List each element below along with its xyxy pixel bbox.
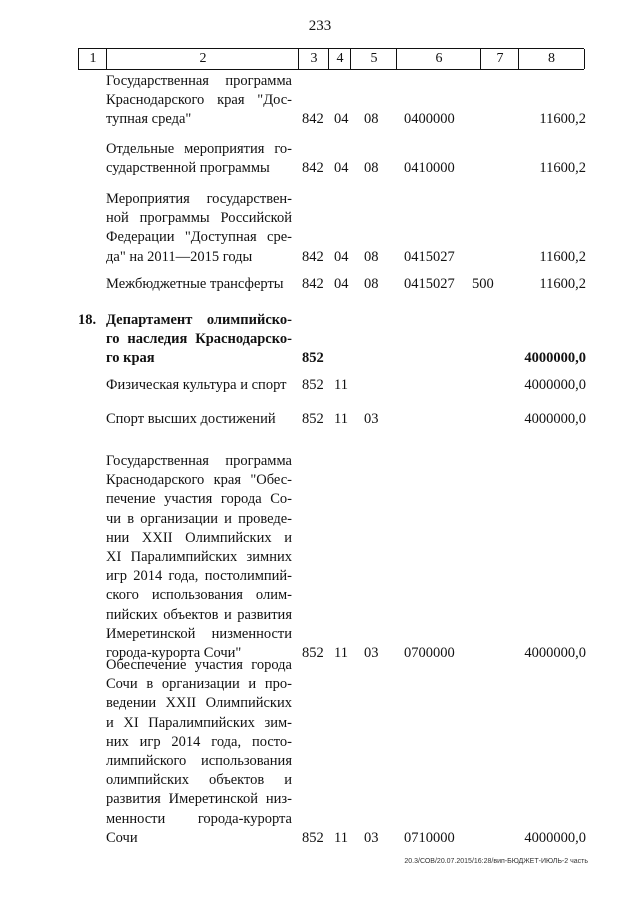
section-code: 04 xyxy=(334,160,349,177)
description-line: Государственная программа xyxy=(106,73,292,89)
amount: 4000000,0 xyxy=(524,350,586,367)
expense-type-code: 500 xyxy=(472,276,494,292)
header-col-1: 1 xyxy=(78,49,107,69)
description-line: Государственная программа xyxy=(106,453,292,469)
subsection-code: 03 xyxy=(364,829,379,846)
section-code: 11 xyxy=(334,645,348,661)
row-description xyxy=(106,72,292,130)
subsection-code: 08 xyxy=(364,160,379,177)
description-line: Физическая культура и спорт xyxy=(106,377,287,393)
description-line: ского использования олим- xyxy=(106,587,292,604)
description-line: го наследия Краснодарско- xyxy=(106,331,292,348)
description-line: менности города-курорта xyxy=(106,810,292,827)
footer-stamp: 20.3/СОВ/20.07.2015/16:28/вип-БЮДЖЕТ-ИЮЛЬ-2 часть xyxy=(404,858,588,865)
description-line: XI Паралимпийских зимних xyxy=(106,549,292,566)
ministry-code: 852 xyxy=(302,411,324,427)
description-line: игр 2014 года, постолимпий- xyxy=(106,568,292,585)
subsection-code: 08 xyxy=(364,111,379,128)
description-line: Краснодарского края "Дос- xyxy=(106,92,292,109)
section-code: 11 xyxy=(334,829,348,846)
subsection-code: 03 xyxy=(364,411,379,427)
section-code: 11 xyxy=(334,377,348,393)
amount: 4000000,0 xyxy=(524,411,586,427)
target-article-code: 0700000 xyxy=(404,645,455,661)
description-line: тупная среда" xyxy=(106,111,192,128)
amount: 4000000,0 xyxy=(524,645,586,661)
page-number: 233 xyxy=(308,18,332,34)
description-line: печение участия города Со- xyxy=(106,491,292,508)
target-article-code: 0415027 xyxy=(404,276,455,292)
header-col-2: 2 xyxy=(106,49,299,69)
ministry-code: 852 xyxy=(302,829,324,846)
row-description xyxy=(106,140,292,178)
row-description xyxy=(106,275,292,294)
row-description xyxy=(106,376,292,395)
section-code: 04 xyxy=(334,276,349,292)
description-line: сударственной программы xyxy=(106,160,270,177)
header-col-7: 7 xyxy=(480,49,519,69)
target-article-code: 0415027 xyxy=(404,248,455,265)
description-line: Сочи в организации и про- xyxy=(106,676,292,693)
description-line: лимпийского использования xyxy=(106,753,292,770)
amount: 11600,2 xyxy=(539,160,586,177)
description-line: ведении XXII Олимпийских xyxy=(106,695,292,712)
ministry-code: 842 xyxy=(302,276,324,292)
ministry-code: 842 xyxy=(302,248,324,265)
description-line: Отдельные мероприятия го- xyxy=(106,141,292,157)
amount: 4000000,0 xyxy=(524,377,586,393)
description-line: них игр 2014 года, посто- xyxy=(106,733,292,750)
description-line: пийских объектов и развития xyxy=(106,606,292,623)
description-line: и XI Паралимпийских зим- xyxy=(106,714,292,731)
row-number: 18. xyxy=(78,312,97,328)
subsection-code: 03 xyxy=(364,645,379,661)
section-code: 04 xyxy=(334,111,349,128)
subsection-code: 08 xyxy=(364,276,379,292)
header-col-5: 5 xyxy=(350,49,397,69)
section-code: 04 xyxy=(334,248,349,265)
row-description xyxy=(106,656,292,848)
header-col-3: 3 xyxy=(298,49,329,69)
row-description xyxy=(106,452,292,663)
description-line: Федерации "Доступная сре- xyxy=(106,229,292,246)
header-col-4: 4 xyxy=(328,49,351,69)
description-line: ной программы Российской xyxy=(106,210,292,227)
description-line: Имеретинской низменности xyxy=(106,625,292,642)
ministry-code: 852 xyxy=(302,645,324,661)
amount: 11600,2 xyxy=(539,248,586,265)
description-line: олимпийских объектов и xyxy=(106,772,292,789)
description-line: го края xyxy=(106,350,155,367)
amount: 11600,2 xyxy=(539,276,586,292)
description-line: Краснодарского края "Обес- xyxy=(106,472,292,489)
description-line: Мероприятия государствен- xyxy=(106,191,292,207)
target-article-code: 0710000 xyxy=(404,829,455,846)
amount: 4000000,0 xyxy=(524,829,586,846)
section-code: 11 xyxy=(334,411,348,427)
description-line: развития Имеретинской низ- xyxy=(106,791,292,808)
target-article-code: 0410000 xyxy=(404,160,455,177)
description-line: нии XXII Олимпийских и xyxy=(106,529,292,546)
description-line: да" на 2011—2015 годы xyxy=(106,248,253,265)
description-line: Сочи xyxy=(106,829,138,846)
description-line: Департамент олимпийско- xyxy=(106,312,292,328)
row-description xyxy=(106,410,292,429)
table-header xyxy=(78,48,584,70)
target-article-code: 0400000 xyxy=(404,111,455,128)
amount: 11600,2 xyxy=(539,111,586,128)
ministry-code: 852 xyxy=(302,350,324,367)
description-line: Обеспечение участия города xyxy=(106,657,292,673)
ministry-code: 842 xyxy=(302,160,324,177)
description-line: города-курорта Сочи" xyxy=(106,645,242,662)
ministry-code: 842 xyxy=(302,111,324,128)
description-line: чи в организации и проведе- xyxy=(106,510,292,527)
description-line: Спорт высших достижений xyxy=(106,411,276,427)
row-description xyxy=(106,190,292,267)
description-line: Межбюджетные трансферты xyxy=(106,276,284,292)
header-col-8: 8 xyxy=(518,49,585,69)
ministry-code: 852 xyxy=(302,377,324,393)
subsection-code: 08 xyxy=(364,248,379,265)
header-col-6: 6 xyxy=(396,49,481,69)
row-description xyxy=(106,311,292,369)
